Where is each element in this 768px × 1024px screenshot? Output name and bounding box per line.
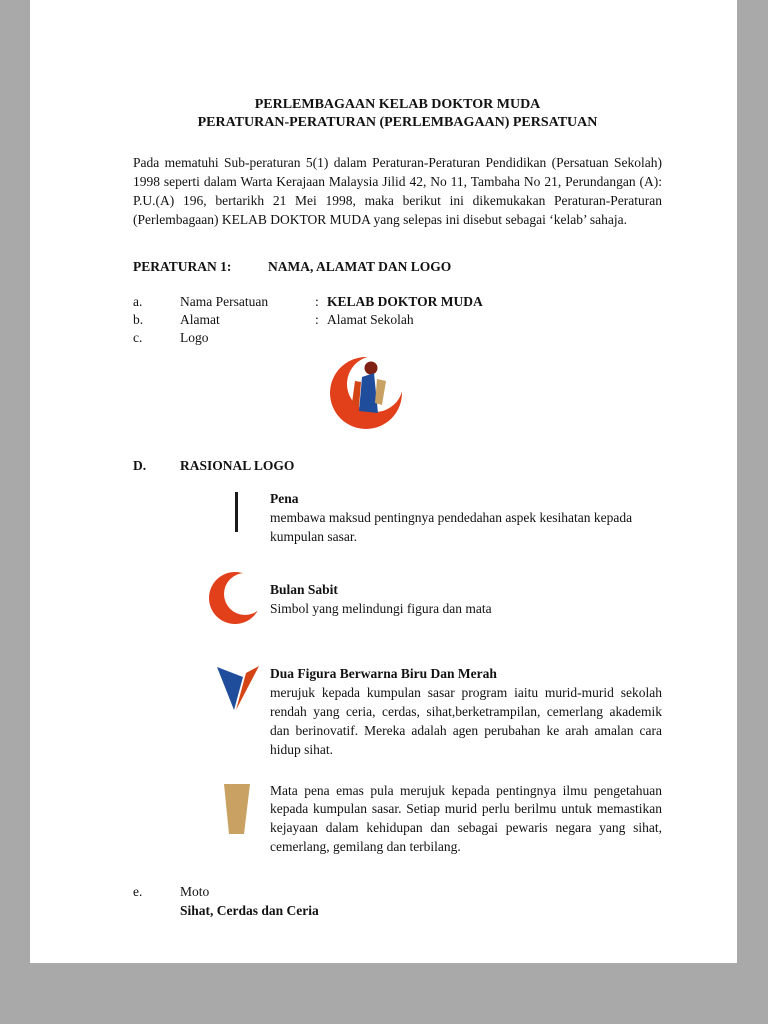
rasional-text: membawa maksud pentingnya pendedahan aspek kesihatan kepada kumpulan sasar. [270, 510, 633, 545]
list-item-c [133, 329, 662, 347]
pen-stroke-icon [235, 492, 238, 532]
rasional-text: Simbol yang melindungi figura dan mata [270, 600, 492, 616]
rasional-heading: Pena [270, 491, 299, 507]
section-d-heading [133, 457, 662, 476]
moto-label: Moto [180, 884, 210, 900]
rasional-text: Mata pena emas pula merujuk kepada pentingnya ilmu pengetahuan kepada kumpulan sasar. Setiap murid perlu berilmu untuk memastikan kejayaan dalam kehidupan dan sebagai pewaris negara yang sihat, cemerlang, gemilang dan terbilang. [270, 782, 662, 855]
item-separator: : [315, 312, 319, 328]
rasional-heading: Dua Figura Berwarna Biru Dan Merah [270, 666, 497, 682]
rasional-item-pena [203, 490, 662, 547]
section-1-list [133, 293, 662, 348]
rasional-item-mata-pena [203, 782, 662, 858]
item-label: Logo [180, 330, 209, 346]
moto-letter: e. [133, 884, 143, 900]
item-value: KELAB DOKTOR MUDA [327, 293, 483, 309]
moto-value: Sihat, Cerdas dan Ceria [180, 902, 319, 918]
item-letter: c. [133, 330, 143, 346]
section-1-title: NAMA, ALAMAT DAN LOGO [268, 258, 452, 274]
title-line-1: PERLEMBAGAAN KELAB DOKTOR MUDA [254, 97, 541, 112]
item-letter: a. [133, 293, 143, 309]
intro-paragraph: Pada mematuhi Sub-peraturan 5(1) dalam Peraturan-Peraturan Pendidikan (Persatuan Sekolah) 1998 seperti dalam Warta Kerajaan Malaysia Jilid 42, No 11, Tambaha No 21, Perundangan (A): P.U.(A) 196, bertarikh 21 Mei 1998, maka berikut ini dikemukakan Peraturan-Peraturan (Perlembagaan) KELAB DOKTOR MUDA yang selepas ini disebut sebagai ‘kelab’ sahaja. [133, 155, 662, 228]
section-1-heading [133, 258, 662, 277]
section-d-letter: D. [133, 458, 147, 474]
list-item-a [133, 293, 662, 311]
item-label: Alamat [180, 312, 220, 328]
title-line-2: PERATURAN-PERATURAN (PERLEMBAGAAN) PERSATUAN [197, 115, 598, 131]
document-page [30, 0, 737, 963]
rasional-item-bulan-sabit [203, 581, 662, 627]
crescent-icon [208, 569, 266, 627]
list-item-b [133, 311, 662, 329]
item-value: Alamat Sekolah [327, 312, 414, 328]
rasional-text: merujuk kepada kumpulan sasar program iaitu murid-murid sekolah rendah yang ceria, cerdas, sihat,berketrampilan, cemerlang akademik dan berinovatif. Mereka adalah agen perubahan ke arah amalan cara hidup sihat. [270, 684, 662, 757]
section-d-title: RASIONAL LOGO [180, 458, 295, 474]
club-logo [101, 355, 630, 435]
two-figures-icon [213, 665, 261, 711]
pen-nib-icon [219, 782, 255, 836]
rasional-item-dua-figura [203, 665, 662, 759]
item-label: Nama Persatuan [180, 293, 269, 309]
item-separator: : [315, 293, 319, 309]
document-title [133, 96, 662, 132]
doktor-muda-logo-icon [328, 355, 404, 431]
rasional-heading: Bulan Sabit [270, 582, 338, 598]
item-letter: b. [133, 312, 144, 328]
section-1-label: PERATURAN 1: [133, 258, 232, 274]
moto-section [133, 883, 662, 921]
